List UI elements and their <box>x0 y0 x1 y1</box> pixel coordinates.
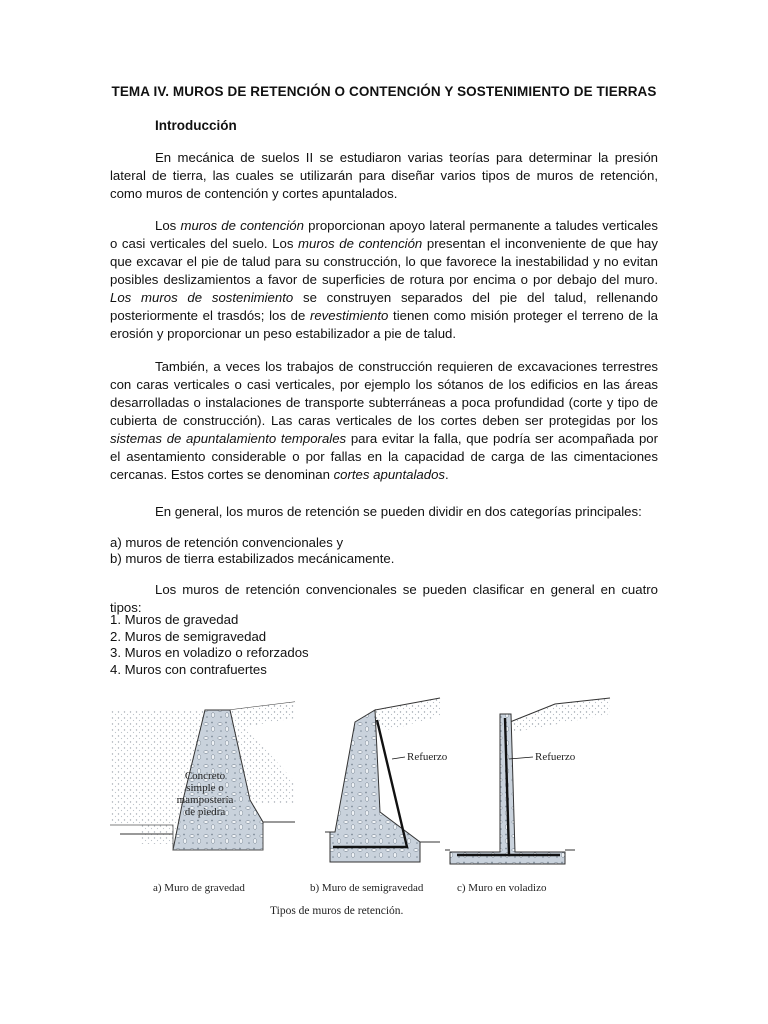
p2-italic: Los muros de sostenimiento <box>110 290 294 305</box>
figure-caption: Tipos de muros de retención. <box>270 905 404 917</box>
category-a: a) muros de retención convencionales y <box>110 535 344 550</box>
paragraph-5: Los muros de retención convencionales se pueden clasificar en general en cuatro tipos: <box>110 582 658 615</box>
p2-text: proporcionan apoyo lateral permanente a taludes verticales o casi verticales del suelo. Los <box>110 218 658 251</box>
p3-italic: sistemas de apuntalamiento temporales <box>110 431 347 446</box>
p3-italic: cortes apuntalados <box>333 467 446 482</box>
concrete-label-line: de piedra <box>184 806 226 818</box>
concrete-label-line: Concreto <box>184 770 226 782</box>
p3-text: También, a veces los trabajos de construcción requieren de excavaciones terrestres con caras verticales o casi verticales, por ejemplo los sótanos de los edificios en las áreas desarrolladas o instalaciones de transporte subterráneas a poca profundidad (corte y tipo de cubierta de construcción). Las caras verticales de los cortes deben ser protegidas por los <box>110 359 658 428</box>
paragraph-4: En general, los muros de retención se pueden dividir en dos categorías principales: <box>155 504 642 519</box>
p2-italic: muros de contención <box>180 218 304 233</box>
concrete-label-line: simple o <box>186 782 224 794</box>
caption-gravity: a) Muro de gravedad <box>153 882 245 894</box>
category-b: b) muros de tierra estabilizados mecánicamente. <box>110 551 395 566</box>
paragraph-1: En mecánica de suelos II se estudiaron varias teorías para determinar la presión lateral de tierra, las cuales se utilizarán para diseñar varios tipos de muros de retención, como muros de contención y cortes apuntalados. <box>110 150 658 201</box>
concrete-label-line: mampostería <box>176 794 234 806</box>
retaining-walls-figure <box>105 692 665 922</box>
wall-types-list <box>110 612 309 678</box>
list-item: 3. Muros en voladizo o reforzados <box>110 645 309 660</box>
intro-heading: Introducción <box>155 118 237 133</box>
list-item: 2. Muros de semigravedad <box>110 628 267 644</box>
semigravity-wall <box>325 698 448 862</box>
refuerzo-label-c: Refuerzo <box>535 751 576 763</box>
p2-text: tienen como misión proteger el terreno de la erosión y proporcionar un peso estabilizador a pie de talud. <box>110 308 658 341</box>
refuerzo-label-b: Refuerzo <box>407 751 448 763</box>
p2-italic: muros de contención <box>298 236 423 251</box>
concrete-label <box>177 770 234 818</box>
p2-text: presentan el inconveniente de que hay que excavar el pie de talud para su construcción, lo que favorece la inestabilidad y no evitan posibles deslizamientos a favor de superficies de rotura por encima o por debajo del muro. <box>110 236 658 287</box>
caption-semigravity: b) Muro de semigravedad <box>310 882 424 894</box>
list-item: 1. Muros de gravedad <box>110 612 239 627</box>
paragraph-3 <box>110 358 658 484</box>
p3-text: para evitar la falla, que podría ser acompañada por el asentamiento considerable o por fallas en la capacidad de carga de las cimentaciones cercanas. Estos cortes se denominan <box>110 431 658 482</box>
list-item: 4. Muros con contrafuertes <box>110 661 267 677</box>
p2-text: Los <box>155 218 181 233</box>
paragraph-2 <box>110 217 658 343</box>
p3-text: . <box>445 467 449 482</box>
caption-cantilever: c) Muro en voladizo <box>457 882 547 894</box>
document-title: TEMA IV. MUROS DE RETENCIÓN O CONTENCIÓN Y SOSTENIMIENTO DE TIERRAS <box>111 84 657 99</box>
cantilever-wall <box>445 698 610 864</box>
p2-text: se construyen separados del pie del talud, rellenando posteriormente el trasdós; los de <box>110 290 658 323</box>
p2-italic: revestimiento <box>309 308 389 323</box>
